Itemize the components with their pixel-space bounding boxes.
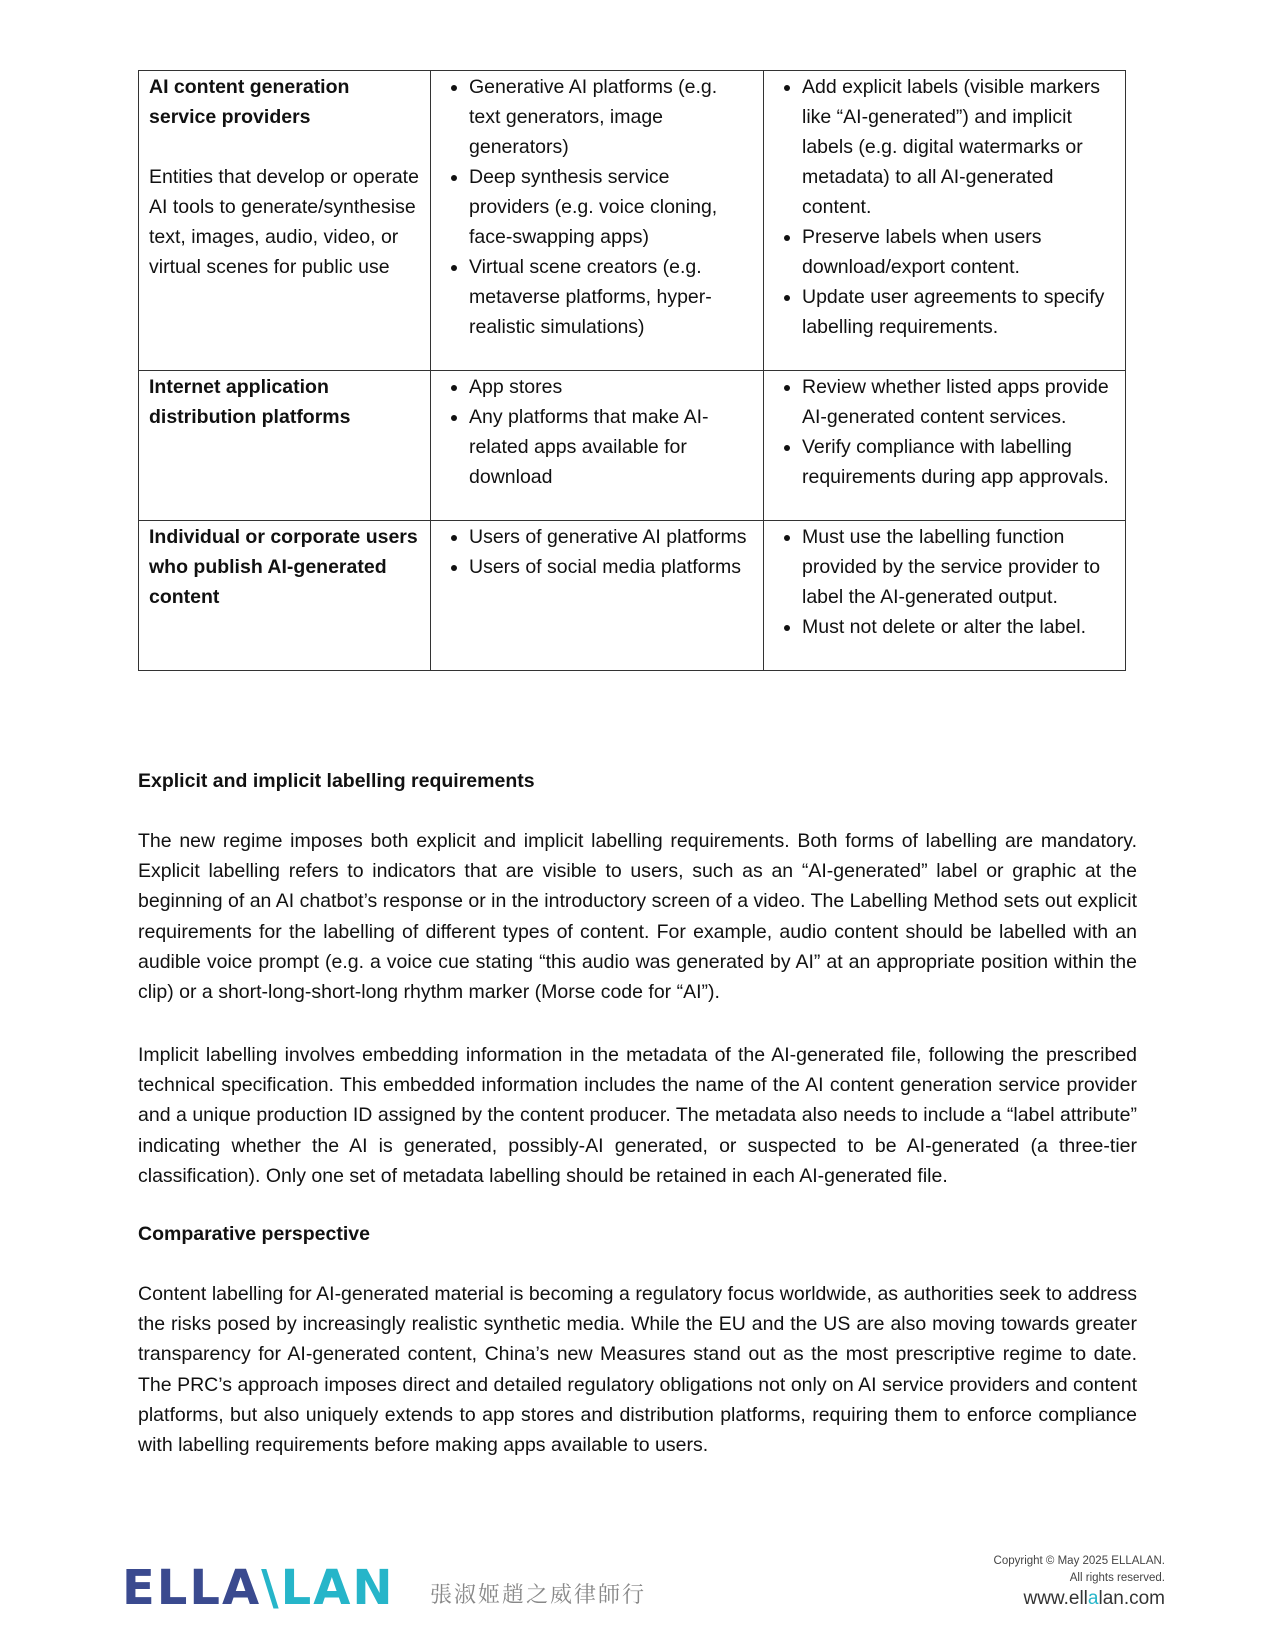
website-text: www.ell [1023,1588,1088,1609]
role-title: Individual or corporate users who publish AI-generated content [149,526,418,608]
firm-chinese-name: 張淑姬趙之威律師行 [430,1582,647,1607]
list-item: • Any platforms that make AI-related apps available for download [469,402,753,492]
paragraph: The new regime imposes both explicit and implicit labelling requirements. Both forms of labelling are mandatory. Explicit labelling refers to indicators that are visible to users, such as an “AI-generated” label or graphic at the beginning of an AI chatbot’s response or in the introductory screen of a video. The Labelling Method sets out explicit requirements for the labelling of different types of content. For example, audio content should be labelled with an audible voice prompt (e.g. a voice cue stating “this audio was generated by AI” at an appropriate position within the clip) or a short-long-short-long rhythm marker (Morse code for “AI”). [138,830,1137,1004]
logo-text-accent: \LAN [261,1560,395,1616]
copyright-line: Copyright © May 2025 ELLALAN. [993,1555,1165,1567]
section-heading: Comparative perspective [138,1223,370,1245]
list-item: • Users of generative AI platforms [469,522,753,552]
role-description: Entities that develop or operate AI tools to generate/synthesise text, images, audio, video, or virtual scenes for public use [149,166,419,278]
copyright-notice [865,1553,1165,1587]
role-title: AI content generation service providers [149,76,350,128]
table-row [139,371,1126,521]
obligations-list [774,372,1115,492]
obligations-table [138,70,1126,671]
list-item: • Deep synthesis service providers (e.g. voice cloning, face-swapping apps) [469,162,753,252]
role-cell [139,71,431,371]
table-row [139,521,1126,671]
examples-list [441,72,753,342]
obligations-cell [764,71,1126,371]
table-row [139,71,1126,371]
examples-cell [431,71,764,371]
list-item: • Update user agreements to specify labelling requirements. [802,282,1115,342]
list-item: • Preserve labels when users download/export content. [802,222,1115,282]
paragraph: Content labelling for AI-generated material is becoming a regulatory focus worldwide, as authorities seek to address the risks posed by increasingly realistic synthetic media. While the EU and the US are also moving towards greater transparency for AI-generated content, China’s new Measures stand out as the most prescriptive regime to date. The PRC’s approach imposes direct and detailed regulatory obligations not only on AI service providers and content platforms, but also uniquely extends to app stores and distribution platforms, requiring them to enforce compliance with labelling requirements before making apps available to users. [138,1283,1137,1457]
list-item: • Add explicit labels (visible markers like “AI-generated”) and implicit labels (e.g. digital watermarks or metadata) to all AI-generated content. [802,72,1115,222]
section-heading: Explicit and implicit labelling requirements [138,770,535,792]
paragraph: Implicit labelling involves embedding information in the metadata of the AI-generated file, following the prescribed technical specification. This embedded information includes the name of the AI content generation service provider and a unique production ID assigned by the content producer. The metadata also needs to include a “label attribute” indicating whether the AI is generated, possibly-AI generated, or suspected to be AI-generated (a three-tier classification). Only one set of metadata labelling should be retained in each AI-generated file. [138,1044,1137,1187]
website-text-accent: a [1087,1588,1099,1609]
examples-cell [431,371,764,521]
obligations-cell [764,521,1126,671]
list-item: • Must use the labelling function provided by the service provider to label the AI-generated output. [802,522,1115,612]
obligations-list [774,72,1115,342]
list-item: • Users of social media platforms [469,552,753,582]
obligations-cell [764,371,1126,521]
ellalan-logo [122,1562,395,1614]
examples-list [441,522,753,582]
website-text: lan.com [1098,1588,1165,1609]
role-cell [139,521,431,671]
list-item: • Generative AI platforms (e.g. text generators, image generators) [469,72,753,162]
role-title: Internet application distribution platforms [149,376,351,428]
website-link[interactable] [1023,1588,1165,1610]
list-item: • Review whether listed apps provide AI-generated content services. [802,372,1115,432]
role-cell [139,371,431,521]
copyright-line: All rights reserved. [1069,1572,1165,1584]
list-item: • Verify compliance with labelling requirements during app approvals. [802,432,1115,492]
list-item: • App stores [469,372,753,402]
obligations-list [774,522,1115,642]
logo-text-main: ELLA [122,1560,262,1616]
examples-list [441,372,753,492]
examples-cell [431,521,764,671]
list-item: • Virtual scene creators (e.g. metaverse platforms, hyper-realistic simulations) [469,252,753,342]
list-item: • Must not delete or alter the label. [802,612,1115,642]
